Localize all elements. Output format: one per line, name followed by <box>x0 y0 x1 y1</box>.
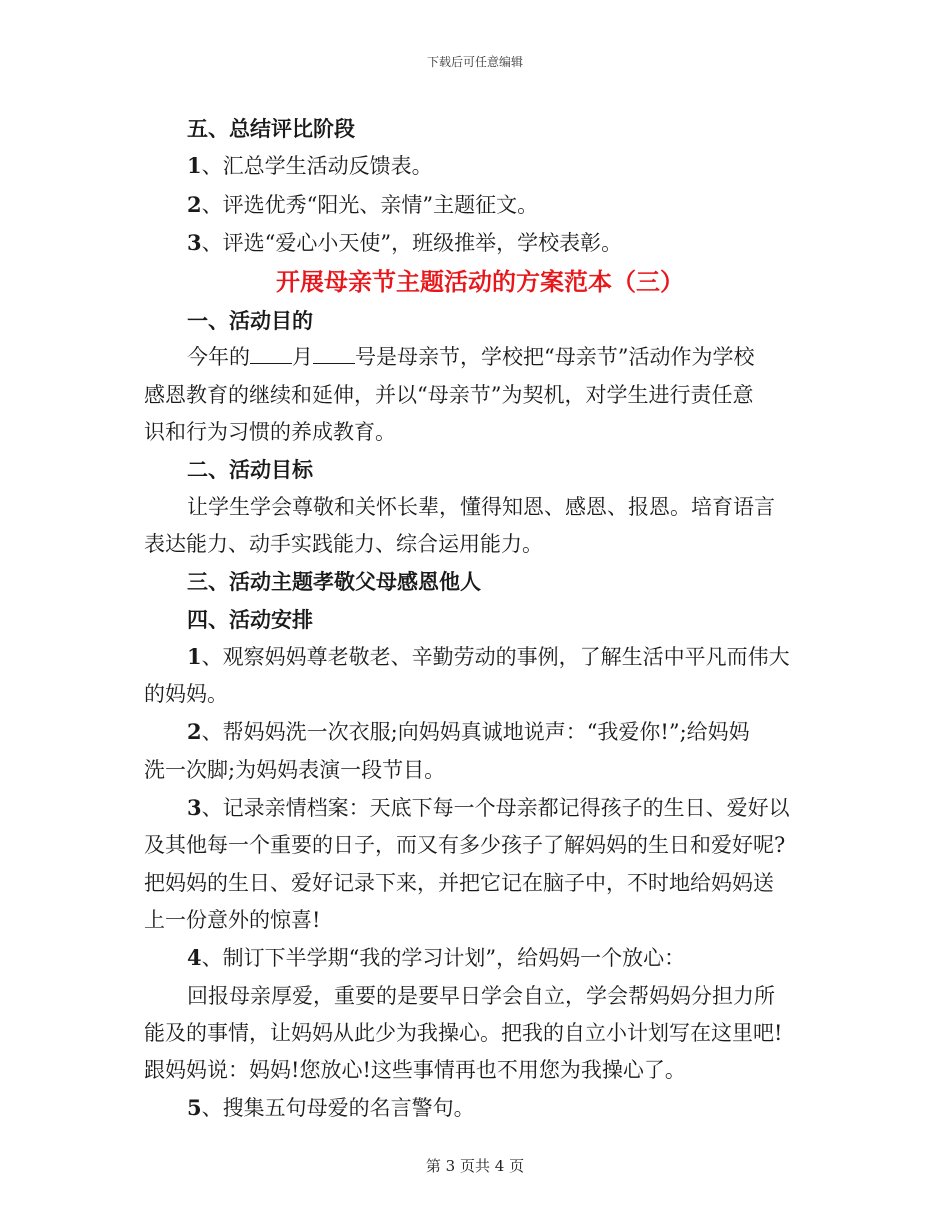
page-footer: 第 3 页共 4 页 <box>425 1157 525 1175</box>
part4-item-4-para-line-1: 回报母亲厚爱，重要的是要早日学会自立，学会帮妈妈分担力所 <box>187 983 775 1008</box>
item-text: 、制订下半学期“我的学习计划”，给妈妈一个放心： <box>201 946 686 971</box>
text-fragment: 号是母亲节，学校把“母亲节”活动作为学校 <box>355 345 755 370</box>
part4-item-4-line-1 <box>144 939 816 977</box>
item-text: 、评选优秀“阳光、亲情”主题征文。 <box>201 192 539 217</box>
item-number: 1 <box>187 153 202 179</box>
part4-item-3-line-3: 把妈妈的生日、爱好记录下来，并把它记在脑子中，不时地给妈妈送 <box>144 870 774 895</box>
item-number: 1 <box>187 643 202 669</box>
item-number: 2 <box>187 191 202 217</box>
part4-item-5-line-1 <box>144 1089 816 1127</box>
section5-heading: 五、总结评比阶段 <box>187 116 355 141</box>
part4-item-2-line-2: 洗一次脚;为妈妈表演一段节目。 <box>144 757 446 782</box>
part4-item-1-line-1 <box>144 638 816 676</box>
section5-item-1 <box>144 147 816 185</box>
part4-item-2-line-1 <box>144 713 816 751</box>
part1-heading: 一、活动目的 <box>187 308 313 334</box>
document-title: 开展母亲节主题活动的方案范本（三） <box>276 267 684 297</box>
item-text: 、评选“爱心小天使”，班级推举，学校表彰。 <box>201 230 623 255</box>
blank-underline <box>250 343 292 364</box>
item-text: 、汇总学生活动反馈表。 <box>201 154 433 179</box>
item-text: 、搜集五句母爱的名言警句。 <box>201 1096 475 1121</box>
section5-item-2 <box>144 186 816 224</box>
item-text: 、帮妈妈洗一次衣服;向妈妈真诚地说声：“我爱你!”;给妈妈 <box>201 720 750 745</box>
part4-item-3-line-1 <box>144 789 816 827</box>
text-fragment: 今年的 <box>187 345 250 370</box>
part2-line-1: 让学生学会尊敬和关怀长辈，懂得知恩、感恩、报恩。培育语言 <box>187 494 775 519</box>
item-number: 4 <box>187 945 202 971</box>
part4-item-3-line-2: 及其他每一个重要的日子，而又有多少孩子了解妈妈的生日和爱好呢? <box>144 833 786 858</box>
text-fragment: 月 <box>292 345 313 370</box>
item-text: 、观察妈妈尊老敬老、辛勤劳动的事例，了解生活中平凡而伟大 <box>201 644 790 669</box>
part1-line-1 <box>144 339 816 376</box>
part2-heading: 二、活动目标 <box>187 457 313 483</box>
section5-item-3 <box>144 224 816 262</box>
part1-line-2: 感恩教育的继续和延伸，并以“母亲节”为契机，对学生进行责任意 <box>144 382 754 407</box>
part2-line-2: 表达能力、动手实践能力、综合运用能力。 <box>144 531 543 556</box>
item-number: 5 <box>187 1095 202 1121</box>
item-number: 3 <box>187 229 202 255</box>
part4-item-1-line-2: 的妈妈。 <box>144 682 228 707</box>
page-header: 下载后可任意编辑 <box>426 55 523 69</box>
part4-item-4-para-line-2: 能及的事情，让妈妈从此少为我操心。把我的自立小计划写在这里吧! <box>144 1020 783 1045</box>
document-body <box>144 110 816 1128</box>
part4-item-3-line-4: 上一份意外的惊喜! <box>144 907 321 932</box>
item-number: 2 <box>187 719 202 745</box>
part4-heading: 四、活动安排 <box>187 606 313 632</box>
part4-item-4-para-line-3: 跟妈妈说：妈妈!您放心!这些事情再也不用您为我操心了。 <box>144 1058 686 1083</box>
item-number: 3 <box>187 795 202 821</box>
item-text: 、记录亲情档案：天底下每一个母亲都记得孩子的生日、爱好以 <box>201 796 790 821</box>
blank-underline <box>313 343 355 364</box>
part3-heading: 三、活动主题孝敬父母感恩他人 <box>187 569 481 595</box>
part1-line-3: 识和行为习惯的养成教育。 <box>144 420 396 445</box>
